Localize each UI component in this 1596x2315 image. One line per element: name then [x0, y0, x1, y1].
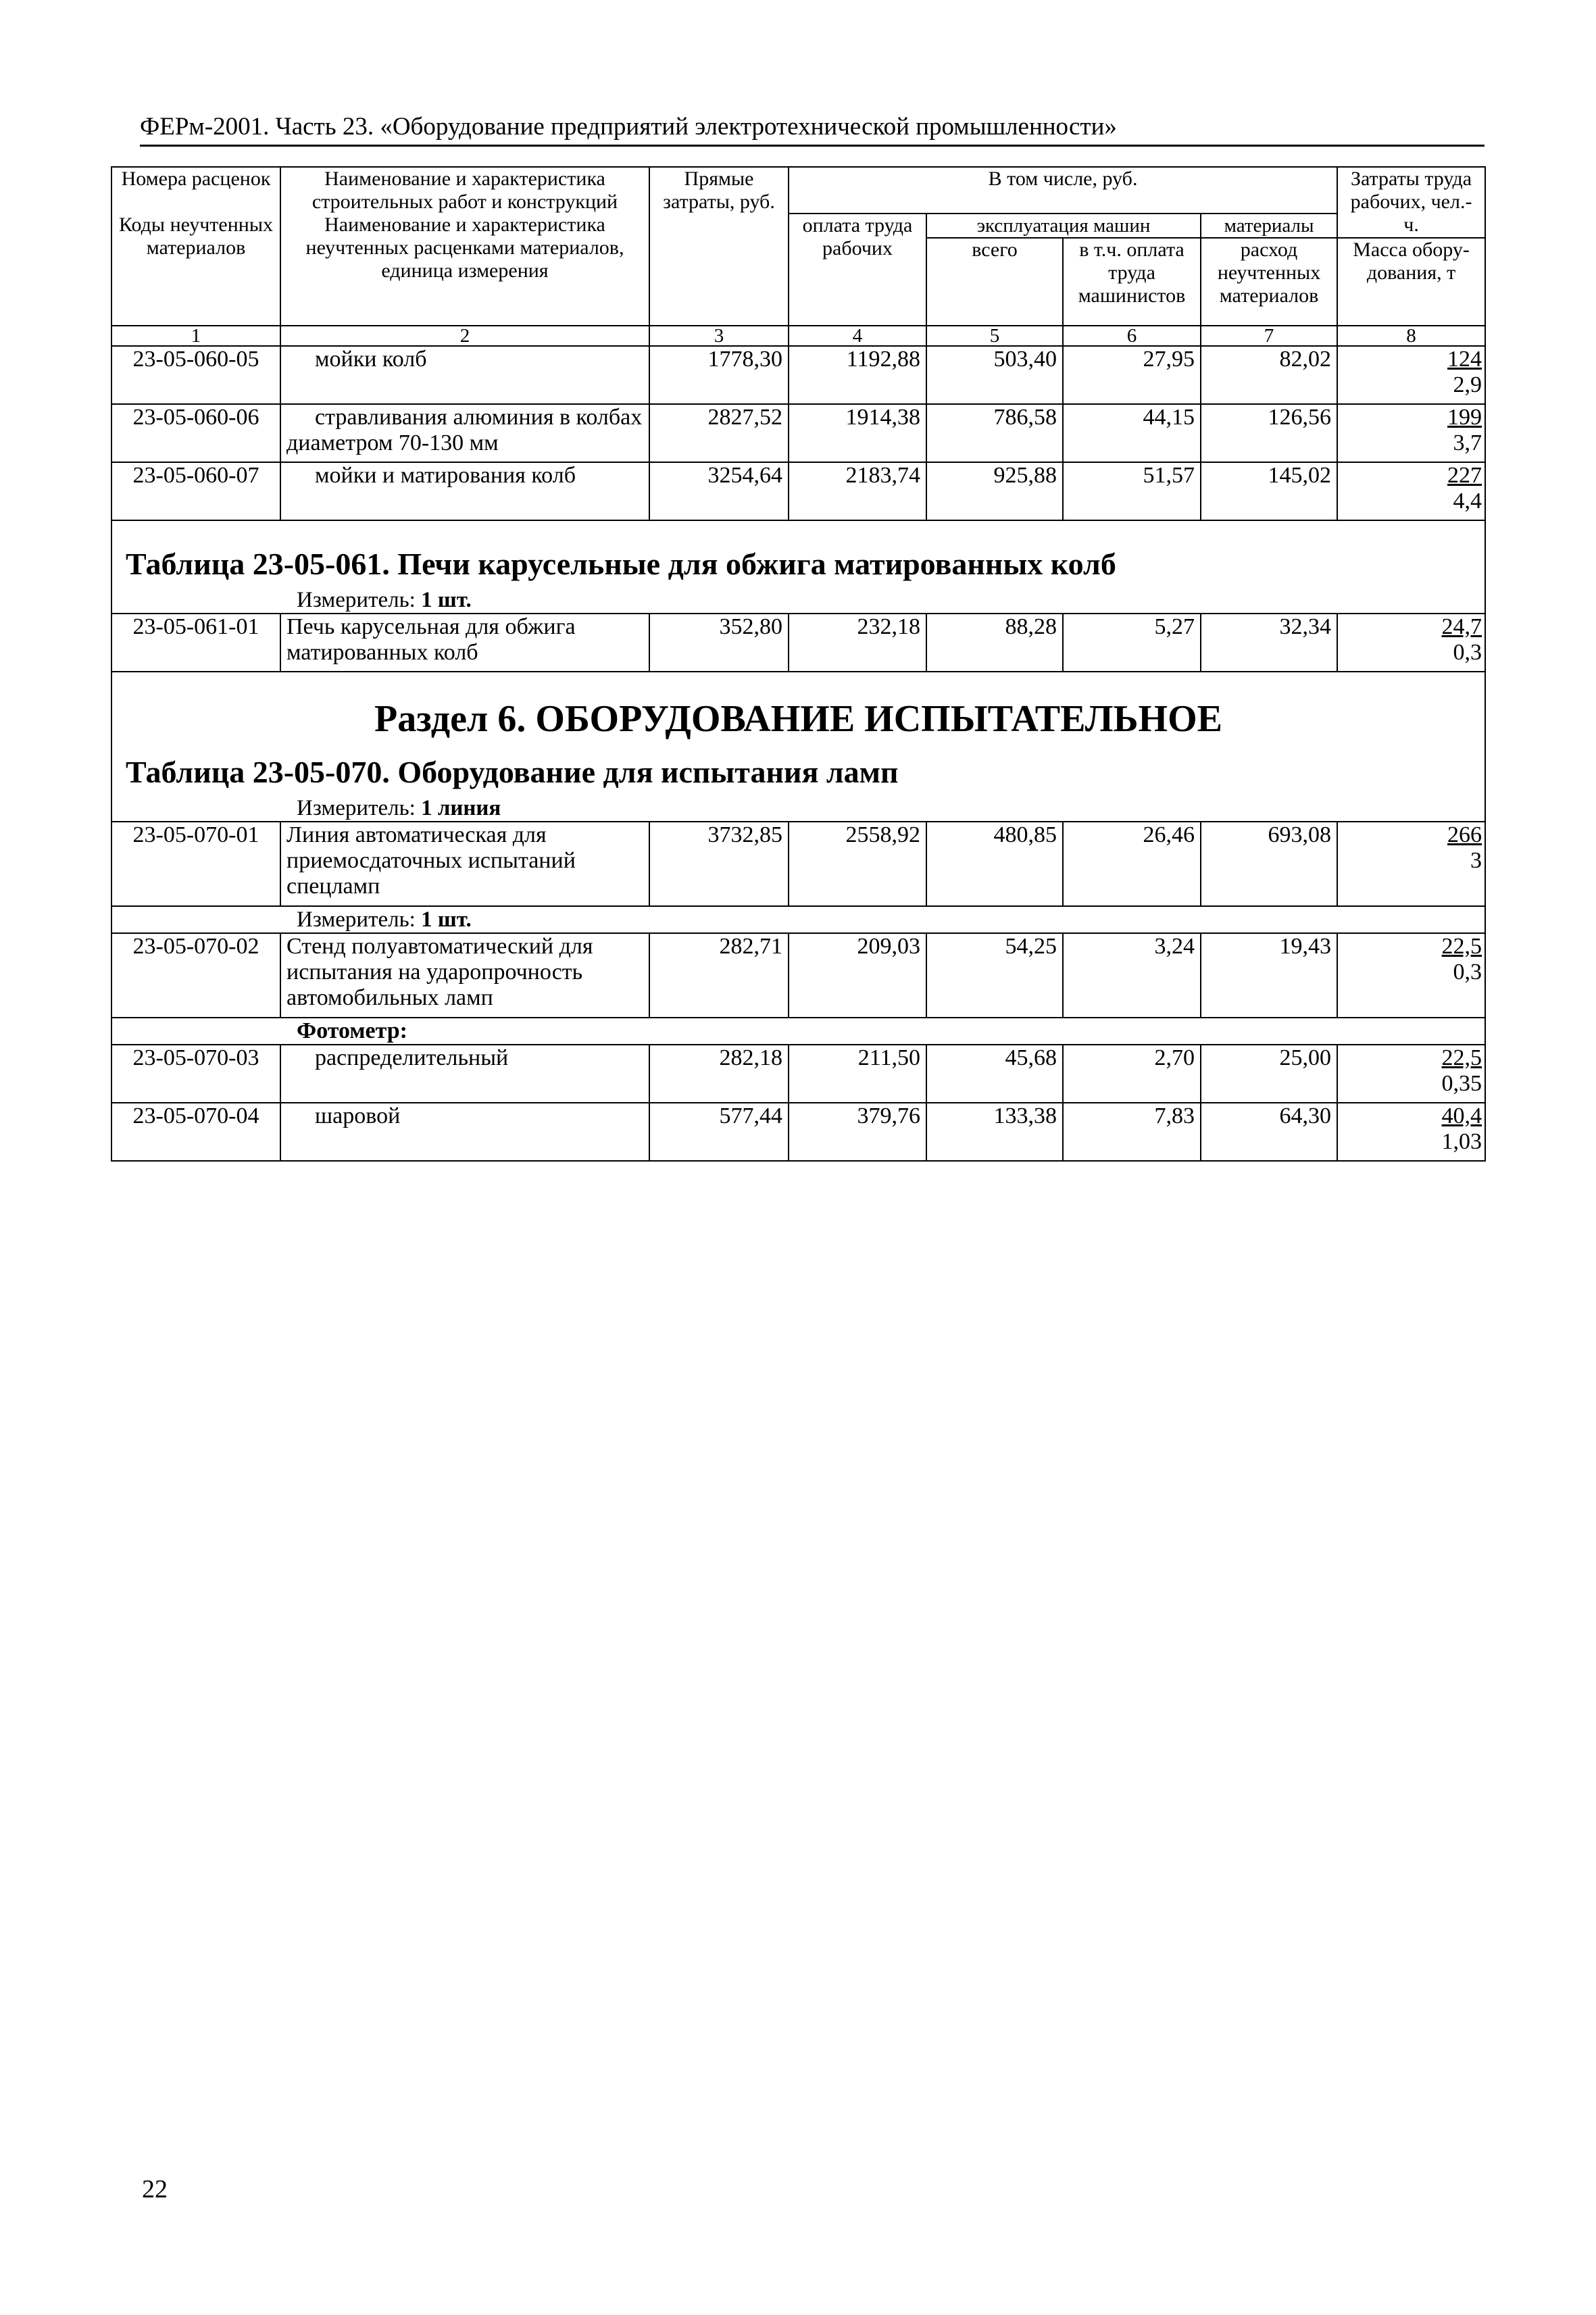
- col3-header: Прямые затраты, руб.: [649, 167, 789, 326]
- row-labor-mass: [1337, 1045, 1485, 1103]
- row-materials: 145,02: [1201, 462, 1337, 520]
- row-operators-pay: 51,57: [1063, 462, 1201, 520]
- row-name: шаровой: [280, 1103, 649, 1161]
- row-labor-mass: [1337, 933, 1485, 1018]
- row-materials: 64,30: [1201, 1103, 1337, 1161]
- row-mass: 0,35: [1441, 1071, 1482, 1096]
- page-number: 22: [142, 2175, 168, 2204]
- row-operators-pay: 7,83: [1063, 1103, 1201, 1161]
- row-labor-hours: 124: [1447, 347, 1482, 372]
- col4-header: оплата труда рабочих: [789, 214, 926, 326]
- row-machines-total: 480,85: [926, 822, 1063, 906]
- price-table: [111, 166, 1486, 1162]
- row-labor-pay: 2183,74: [789, 462, 926, 520]
- table-row: [111, 933, 1485, 1018]
- row-materials: 19,43: [1201, 933, 1337, 1018]
- row-name: мойки колб: [280, 346, 649, 404]
- meter-label: Измеритель:: [297, 796, 416, 820]
- col1-header-top: Номера расценок: [111, 167, 280, 214]
- meter-label: Измеритель:: [297, 588, 416, 612]
- table-070-meter-1: [111, 795, 1485, 822]
- row-labor-hours: 22,5: [1441, 1045, 1482, 1070]
- meter-value: 1 шт.: [421, 588, 472, 612]
- row-machines-total: 133,38: [926, 1103, 1063, 1161]
- row-code: 23-05-070-03: [111, 1045, 280, 1103]
- row-operators-pay: 44,15: [1063, 404, 1201, 462]
- row-labor-pay: 232,18: [789, 614, 926, 672]
- row-mass: 0,3: [1453, 640, 1482, 665]
- row-labor-pay: 379,76: [789, 1103, 926, 1161]
- row-code: 23-05-070-02: [111, 933, 280, 1018]
- col1-header-bottom: Коды неучтенных материалов: [111, 214, 280, 326]
- column-number: 1: [111, 326, 280, 346]
- col2-header-top: Наименование и характеристика строительных работ и конструкций: [280, 167, 649, 214]
- table-061-title: Таблица 23-05-061. Печи карусельные для обжига матированных колб: [111, 520, 1485, 587]
- row-name: стравливания алюминия в колбах диаметром 70-130 мм: [280, 404, 649, 462]
- column-number: 2: [280, 326, 649, 346]
- row-labor-mass: [1337, 614, 1485, 672]
- row-name: Печь карусельная для обжига матированных колб: [280, 614, 649, 672]
- col5-header: всего: [926, 238, 1063, 326]
- row-labor-pay: 2558,92: [789, 822, 926, 906]
- incl-header: В том числе, руб.: [789, 167, 1337, 214]
- meter-value: 1 шт.: [421, 907, 472, 932]
- table-row: [111, 1045, 1485, 1103]
- row-code: 23-05-060-07: [111, 462, 280, 520]
- row-materials: 693,08: [1201, 822, 1337, 906]
- materials-header: материалы: [1201, 214, 1337, 238]
- col8-header-top: Затраты труда рабочих, чел.-ч.: [1337, 167, 1485, 238]
- table-061-meter-row: [111, 587, 1485, 614]
- row-operators-pay: 3,24: [1063, 933, 1201, 1018]
- row-code: 23-05-060-06: [111, 404, 280, 462]
- row-direct-cost: 2827,52: [649, 404, 789, 462]
- row-operators-pay: 2,70: [1063, 1045, 1201, 1103]
- table-row: [111, 346, 1485, 404]
- section-title: Раздел 6. ОБОРУДОВАНИЕ ИСПЫТАТЕЛЬНОЕ: [111, 672, 1485, 748]
- row-name: мойки и матирования колб: [280, 462, 649, 520]
- row-labor-hours: 24,7: [1441, 614, 1482, 639]
- row-labor-hours: 22,5: [1441, 934, 1482, 959]
- row-materials: 25,00: [1201, 1045, 1337, 1103]
- row-mass: 0,3: [1453, 960, 1482, 985]
- row-operators-pay: 26,46: [1063, 822, 1201, 906]
- row-materials: 82,02: [1201, 346, 1337, 404]
- row-materials: 32,34: [1201, 614, 1337, 672]
- row-direct-cost: 1778,30: [649, 346, 789, 404]
- row-labor-mass: [1337, 1103, 1485, 1161]
- row-direct-cost: 3254,64: [649, 462, 789, 520]
- column-number: 7: [1201, 326, 1337, 346]
- col8-header-bottom: Масса обору-дования, т: [1337, 238, 1485, 326]
- row-mass: 1,03: [1441, 1129, 1482, 1154]
- row-machines-total: 45,68: [926, 1045, 1063, 1103]
- row-labor-hours: 199: [1447, 405, 1482, 430]
- table-row: [111, 404, 1485, 462]
- row-machines-total: 54,25: [926, 933, 1063, 1018]
- table-row: [111, 822, 1485, 906]
- row-labor-mass: [1337, 822, 1485, 906]
- column-number: 4: [789, 326, 926, 346]
- row-name: Линия автоматическая для приемосдаточных испытаний спецламп: [280, 822, 649, 906]
- row-machines-total: 925,88: [926, 462, 1063, 520]
- col7-header: расход неучтенных материалов: [1201, 238, 1337, 326]
- section-title-row: [111, 672, 1485, 748]
- row-operators-pay: 5,27: [1063, 614, 1201, 672]
- row-code: 23-05-070-01: [111, 822, 280, 906]
- row-labor-pay: 209,03: [789, 933, 926, 1018]
- row-direct-cost: 282,71: [649, 933, 789, 1018]
- table-070-title-row: [111, 748, 1485, 795]
- table-row: [111, 614, 1485, 672]
- column-number: 3: [649, 326, 789, 346]
- row-machines-total: 503,40: [926, 346, 1063, 404]
- column-number: 5: [926, 326, 1063, 346]
- group-label-row: [111, 1018, 1485, 1045]
- row-labor-pay: 1914,38: [789, 404, 926, 462]
- row-name: Стенд полуавтоматический для испытания на ударопрочность автомобильных ламп: [280, 933, 649, 1018]
- header-row-2: [111, 214, 1485, 238]
- row-mass: 2,9: [1453, 372, 1482, 397]
- row-code: 23-05-070-04: [111, 1103, 280, 1161]
- row-labor-mass: [1337, 404, 1485, 462]
- row-name: распределительный: [280, 1045, 649, 1103]
- table-070-title: Таблица 23-05-070. Оборудование для испытания ламп: [111, 748, 1485, 795]
- row-code: 23-05-061-01: [111, 614, 280, 672]
- meter-value: 1 линия: [421, 796, 501, 820]
- machines-header: эксплуатация машин: [926, 214, 1201, 238]
- row-mass: 3,7: [1453, 430, 1482, 455]
- table-070-meter1-row: [111, 795, 1485, 822]
- row-labor-hours: 40,4: [1441, 1103, 1482, 1128]
- row-direct-cost: 3732,85: [649, 822, 789, 906]
- row-labor-hours: 266: [1447, 822, 1482, 847]
- table-061-title-row: [111, 520, 1485, 587]
- column-number: 6: [1063, 326, 1201, 346]
- group-label-photometer: Фотометр:: [280, 1018, 1485, 1045]
- row-code: 23-05-060-05: [111, 346, 280, 404]
- row-labor-pay: 211,50: [789, 1045, 926, 1103]
- table-row: [111, 1103, 1485, 1161]
- row-materials: 126,56: [1201, 404, 1337, 462]
- row-mass: 4,4: [1453, 489, 1482, 514]
- column-numbers-row: [111, 326, 1485, 346]
- meter-label: Измеритель:: [297, 907, 416, 932]
- row-direct-cost: 282,18: [649, 1045, 789, 1103]
- table-061-meter: [111, 587, 1485, 614]
- table-070-meter-2: [111, 906, 1485, 933]
- header-row-1: [111, 167, 1485, 214]
- row-labor-mass: [1337, 346, 1485, 404]
- row-direct-cost: 577,44: [649, 1103, 789, 1161]
- row-direct-cost: 352,80: [649, 614, 789, 672]
- row-machines-total: 786,58: [926, 404, 1063, 462]
- col2-header-bottom: Наименование и характеристика неучтенных расценками материалов, единица измерения: [280, 214, 649, 326]
- row-labor-pay: 1192,88: [789, 346, 926, 404]
- row-labor-hours: 227: [1447, 463, 1482, 488]
- row-labor-mass: [1337, 462, 1485, 520]
- row-operators-pay: 27,95: [1063, 346, 1201, 404]
- page-header: ФЕРм-2001. Часть 23. «Оборудование предприятий электротехнической промышленности»: [140, 112, 1485, 147]
- row-machines-total: 88,28: [926, 614, 1063, 672]
- table-070-meter2-row: [111, 906, 1485, 933]
- row-mass: 3: [1470, 848, 1482, 873]
- col6-header: в т.ч. оплата труда машинистов: [1063, 238, 1201, 326]
- table-row: [111, 462, 1485, 520]
- column-number: 8: [1337, 326, 1485, 346]
